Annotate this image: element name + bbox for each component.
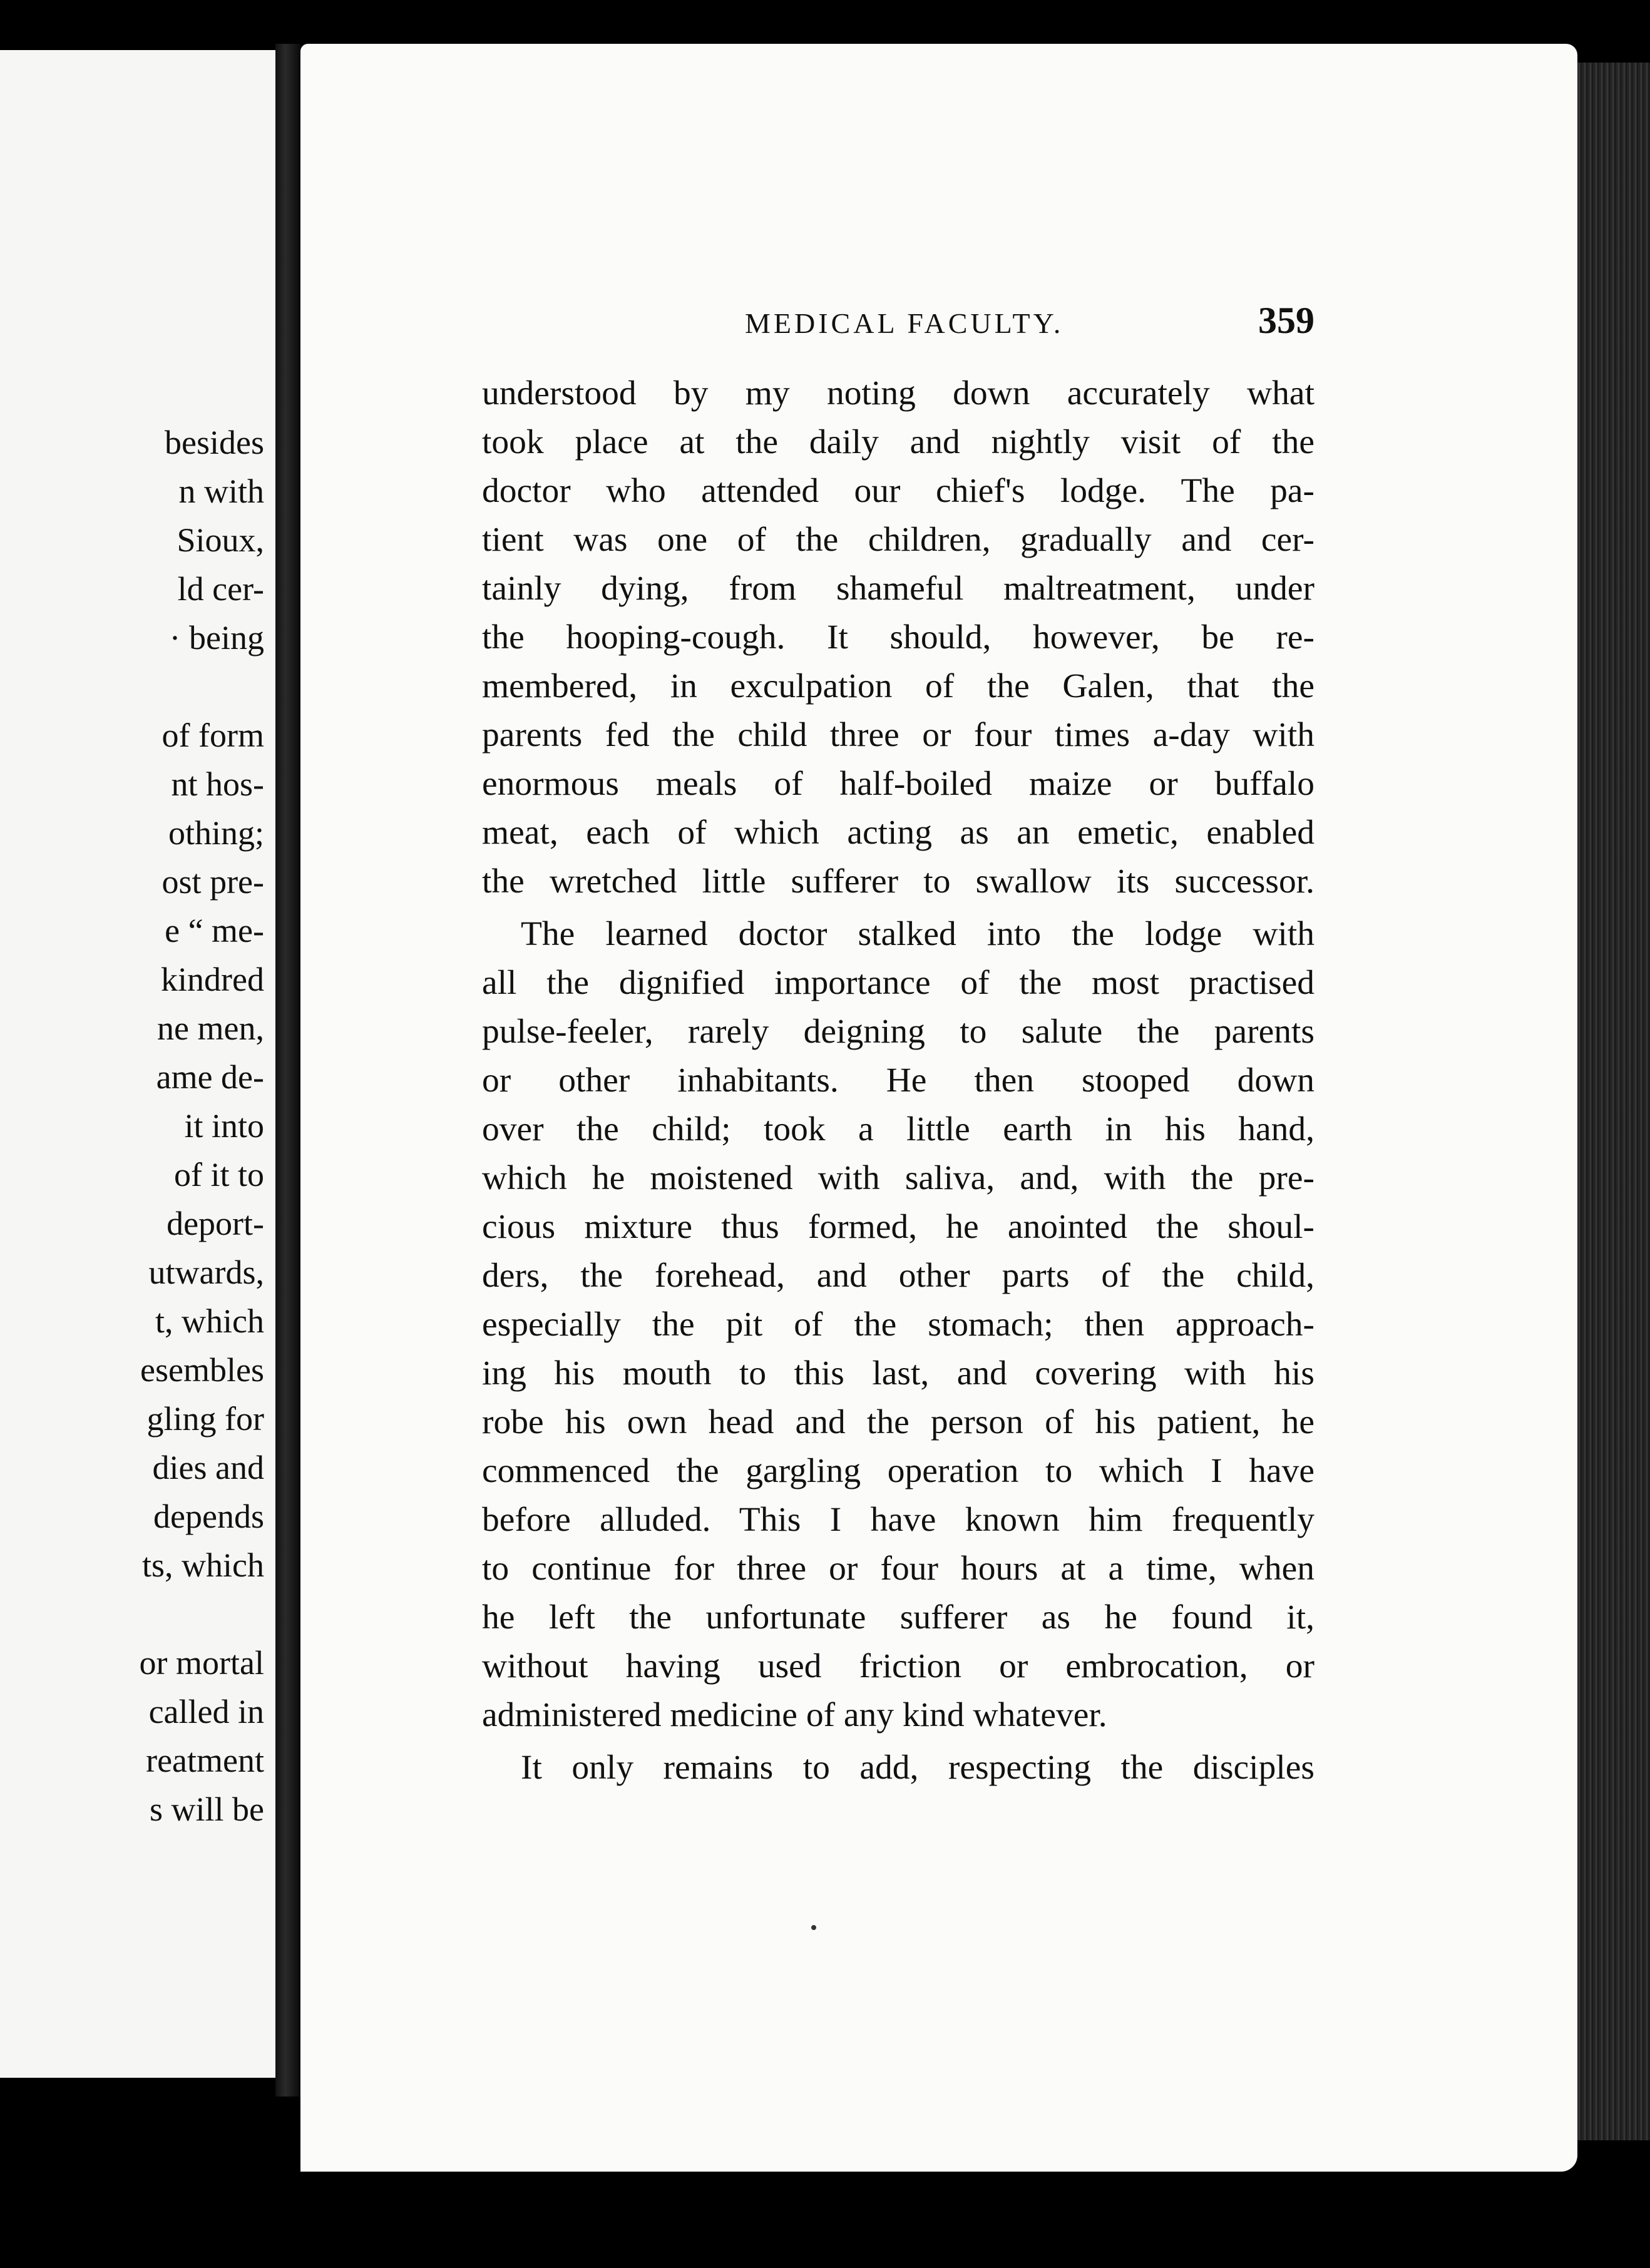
- text-line: ders, the forehead, and other parts of the child,: [482, 1257, 1314, 1295]
- page-number: 359: [1258, 300, 1314, 341]
- text-line: cious mixture thus formed, he anointed the shoul-: [482, 1208, 1314, 1246]
- left-page-line: depends: [153, 1498, 264, 1535]
- left-page-line: · being: [169, 619, 264, 656]
- text-line: tient was one of the children, gradually and cer-: [482, 521, 1314, 559]
- text-line: to continue for three or four hours at a time, when: [482, 1550, 1314, 1588]
- left-page-line: of form: [161, 717, 264, 754]
- text-line: understood by my noting down accurately what: [482, 374, 1314, 412]
- left-page-line: s will be: [150, 1790, 264, 1828]
- text-line: tainly dying, from shameful maltreatment, under: [482, 570, 1314, 608]
- left-page-line: ts, which: [142, 1546, 264, 1584]
- text-line: The learned doctor stalked into the lodge with: [521, 915, 1314, 953]
- left-page-line: ne men,: [157, 1009, 264, 1047]
- left-page-line: or mortal: [139, 1644, 264, 1682]
- text-line: parents fed the child three or four times a-day with: [482, 716, 1314, 754]
- left-page-line: esembles: [140, 1351, 264, 1389]
- text-line: meat, each of which acting as an emetic, enabled: [482, 814, 1314, 852]
- book-gutter: [275, 44, 300, 2097]
- text-line: commenced the gargling operation to which I have: [482, 1452, 1314, 1490]
- left-page-line: Sioux,: [177, 521, 264, 559]
- left-page-line: reatment: [146, 1742, 264, 1779]
- left-page-line: gling for: [146, 1400, 264, 1438]
- left-page-line: othing;: [168, 814, 264, 852]
- paragraph-3: [482, 1744, 1314, 1792]
- paragraph-2: [482, 910, 1314, 1740]
- left-page-line: of it to: [174, 1156, 264, 1193]
- left-page-line: n with: [178, 472, 264, 510]
- left-page-line: ld cer-: [177, 570, 264, 608]
- page-edges: [1577, 63, 1650, 2140]
- text-line: the hooping-cough. It should, however, be re-: [482, 618, 1314, 656]
- text-line: robe his own head and the person of his patient, he: [482, 1403, 1314, 1441]
- left-page-line: called in: [148, 1693, 264, 1730]
- left-page-line: ame de-: [156, 1058, 264, 1096]
- left-page-line: deport-: [167, 1205, 264, 1242]
- text-line: membered, in exculpation of the Galen, that the: [482, 667, 1314, 705]
- paragraph-1: [482, 369, 1314, 906]
- text-line: doctor who attended our chief's lodge. The pa-: [482, 472, 1314, 510]
- text-line: It only remains to add, respecting the disciples: [521, 1749, 1314, 1787]
- running-head: MEDICAL FACULTY.: [745, 307, 1064, 339]
- left-page-line: t, which: [155, 1302, 264, 1340]
- text-line: enormous meals of half-boiled maize or buffalo: [482, 765, 1314, 803]
- text-line: he left the unfortunate sufferer as he found it,: [482, 1598, 1314, 1637]
- text-line: the wretched little sufferer to swallow its successor.: [482, 862, 1314, 901]
- left-page: [0, 50, 275, 2078]
- left-page-line: e “ me-: [165, 912, 264, 949]
- left-page-line: kindred: [161, 961, 264, 998]
- text-line: especially the pit of the stomach; then approach-: [482, 1305, 1314, 1344]
- text-line: or other inhabitants. He then stooped down: [482, 1061, 1314, 1100]
- text-line: over the child; took a little earth in his hand,: [482, 1110, 1314, 1148]
- left-page-line: it into: [184, 1107, 264, 1145]
- left-page-line: ost pre-: [161, 863, 264, 901]
- text-line: pulse-feeler, rarely deigning to salute the parents: [482, 1013, 1314, 1051]
- text-line: took place at the daily and nightly visit of the: [482, 423, 1314, 461]
- left-page-line: dies and: [152, 1449, 264, 1486]
- text-line: administered medicine of any kind whatever.: [482, 1696, 1107, 1734]
- text-line: before alluded. This I have known him frequently: [482, 1501, 1314, 1539]
- left-page-line: besides: [165, 424, 264, 461]
- body-text: [482, 369, 1314, 1792]
- text-line: ing his mouth to this last, and covering with his: [482, 1354, 1314, 1392]
- text-line: without having used friction or embrocation, or: [482, 1647, 1314, 1685]
- left-page-line: utwards,: [148, 1254, 264, 1291]
- left-page-line: nt hos-: [171, 765, 264, 803]
- ink-speck: [811, 1925, 816, 1930]
- text-line: which he moistened with saliva, and, with the pre-: [482, 1159, 1314, 1197]
- text-line: all the dignified importance of the most practised: [482, 964, 1314, 1002]
